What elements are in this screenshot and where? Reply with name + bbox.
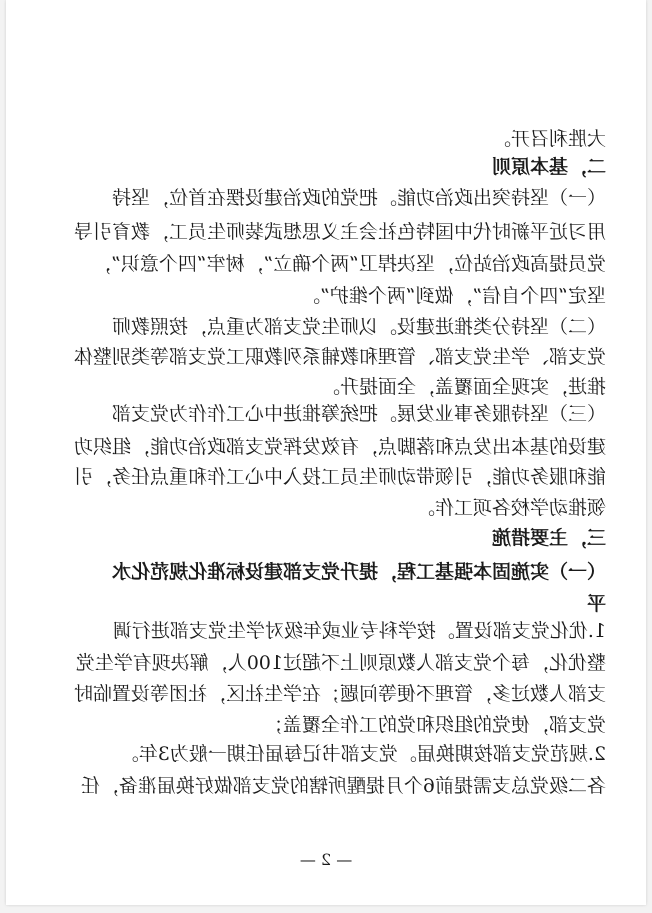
- mirrored-text-layer: [6, 0, 646, 905]
- text-line-20: 党支部，使党的组织和党的工作全覆盖；: [263, 714, 606, 736]
- text-line-21: 2.规范党支部按期换届。党支部书记每届任期一般为3年。: [119, 743, 606, 765]
- text-line-5: 党员提高政治站位，坚决捍卫“两个确立”，树牢“四个意识”，: [92, 253, 606, 275]
- text-line-1: 大胜利召开。: [491, 128, 606, 150]
- text-line-15: （一）实施固本强基工程，提升党支部建设标准化规范化水: [111, 561, 606, 583]
- text-line-18: 整优化，每个党支部人数原则上不超过100人，解决现有学生党: [75, 652, 606, 674]
- text-line-6: 坚定“四个自信”，做到“两个维护”。: [301, 285, 606, 307]
- section-heading-3: 三，主要措施: [491, 527, 606, 549]
- text-line-17: 1.优化党支部设置。按学科专业或年级对学生党支部进行调: [112, 620, 606, 642]
- text-line-16: 平: [586, 593, 606, 615]
- text-line-10: （三）坚持服务事业发展。把统筹推进中心工作作为党支部: [111, 403, 606, 425]
- text-line-7: （二）坚持分类推进建设。以师生党支部为重点，按照教师: [111, 316, 606, 338]
- text-line-3: （一）坚持突出政治功能。把党的政治建设摆在首位，坚持: [111, 187, 606, 209]
- text-line-8: 党支部、学生党支部、管理和教辅系列教职工党支部等类别整体: [73, 346, 606, 368]
- text-line-19: 支部人数过多，管理不便等问题；在学生社区，社团等设置临时: [73, 683, 606, 705]
- text-line-4: 用习近平新时代中国特色社会主义思想武装师生员工，教育引导: [73, 221, 606, 243]
- document-page: [6, 0, 646, 905]
- section-heading-2: 二，基本原则: [491, 156, 606, 178]
- text-line-13: 领推动学校各项工作。: [415, 497, 606, 519]
- page-number: — 2 —: [299, 850, 353, 869]
- text-line-9: 推进，实现全面覆盖，全面提升。: [320, 376, 606, 398]
- text-line-22: 各二级党总支需提前6个月提醒所辖的党支部做好换届准备，任: [80, 775, 606, 797]
- text-line-11: 建设的基本出发点和落脚点，有效发挥党支部政治功能，组织功: [73, 436, 606, 458]
- text-line-12: 能和服务功能，引领带动师生员工投入中心工作和重点任务，引: [73, 466, 606, 488]
